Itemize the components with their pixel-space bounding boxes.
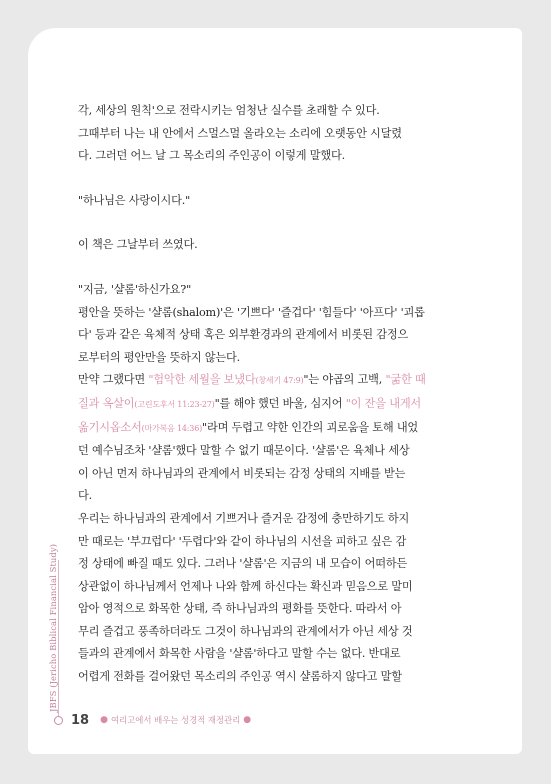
text-line: [78, 440, 458, 463]
text-span: 이 책은 그날부터 쓰였다.: [78, 238, 198, 252]
text-span: 로부터의 평안만을 뜻하지 않는다.: [78, 350, 240, 364]
text-span: 우리는 하나님과의 관계에서 기쁘거나 즐거운 감정에 충만하기도 하지: [78, 511, 410, 525]
text-span: 들과의 관계에서 화목한 사람을 '샬롬'하다고 말할 수는 없다. 반대로: [78, 647, 401, 661]
scripture-quote: "굶한 때: [385, 373, 426, 387]
text-line: [78, 666, 458, 689]
text-line: [78, 145, 458, 168]
text-span: 다.: [78, 489, 92, 503]
text-span: 각, 세상의 원칙'으로 전락시키는 엄청난 실수를 초래할 수 있다.: [78, 104, 380, 117]
text-line: [78, 123, 458, 146]
series-side-label: JBFS (Jericho Biblical Financial Study): [48, 543, 58, 712]
text-span: 이 아닌 먼저 하나님과의 관계에서 비롯되는 감정 상태의 지배를 받는: [78, 466, 406, 480]
scripture-quote: 질과 옥살이: [78, 396, 135, 410]
circle-marker-icon: [54, 716, 63, 725]
paragraph-gap: [78, 168, 458, 190]
text-line: [78, 508, 458, 531]
text-line: [78, 234, 458, 257]
text-span: "지금, '샬롬'하신가요?": [78, 282, 192, 296]
text-line: [78, 643, 458, 666]
text-span: "를 해야 했던 바울, 심지어: [214, 396, 346, 410]
scripture-reference: (창세기 47:9): [255, 376, 304, 386]
paragraph-gap: [78, 257, 458, 279]
text-line: [78, 347, 458, 370]
text-span: 어렵게 전화를 걸어왔던 목소리의 주인공 역시 샬롬하지 않다고 말할: [78, 670, 402, 684]
body-text: [78, 100, 458, 689]
quote-line: [78, 279, 458, 302]
text-line: [78, 324, 458, 347]
text-line: [78, 621, 458, 644]
text-line: [78, 369, 458, 393]
text-span: 다. 그러던 어느 날 그 목소리의 주인공이 이렇게 말했다.: [78, 149, 345, 163]
text-span: "는 야곱의 고백,: [303, 373, 386, 387]
text-span: 정 상태에 빠질 때도 있다. 그러나 '샬롬'은 지금의 내 모습이 어떠하든: [78, 557, 408, 571]
text-span: 암아 영적으로 화목한 상태, 즉 하나님과의 평화를 뜻한다. 따라서 아: [78, 602, 402, 616]
paragraph-gap: [78, 212, 458, 234]
text-line: [78, 531, 458, 554]
text-line: [78, 576, 458, 599]
text-span: 만 때로는 '부끄럽다' '두렵다'와 같이 하나님의 시선을 피하고 싶은 감: [78, 534, 407, 548]
text-line: [78, 417, 458, 441]
text-span: 다' 등과 같은 육체적 상태 혹은 외부환경과의 관계에서 비롯된 감정으: [78, 328, 409, 342]
scripture-quote: "이 잔을 내게서: [345, 396, 422, 410]
page-number: 18: [71, 712, 90, 728]
scripture-reference: (고린도후서 11:23-27): [134, 399, 215, 409]
text-line: [78, 485, 458, 508]
text-span: "하나님은 사랑이시다.": [78, 193, 191, 207]
margin-rule: [58, 560, 59, 716]
page-footer: [54, 711, 254, 729]
text-span: 던 예수님조차 '샬롬'했다 말할 수 없기 때문이다. '샬롬'은 육체나 세상: [78, 444, 410, 458]
scripture-reference: (마가복음 14:36): [141, 423, 203, 433]
text-line: [78, 393, 458, 417]
scripture-quote: "험악한 세월을 보냈다: [148, 373, 256, 387]
text-line: [78, 302, 458, 325]
text-line: [78, 553, 458, 576]
bullet-dot-icon: ●: [100, 715, 108, 725]
bullet-dot-icon: ●: [243, 715, 252, 725]
text-line: [78, 463, 458, 486]
running-title: 여리고에서 배우는 성경적 재정관리: [110, 715, 241, 725]
text-span: 만약 그랬다면: [78, 373, 149, 387]
scripture-quote: 옮기시옵소서: [78, 420, 142, 434]
text-span: 무리 즐겁고 풍족하더라도 그것이 하나님과의 관계에서가 아닌 세상 것: [78, 624, 413, 638]
text-span: 평안을 뜻하는 '샬롬(shalom)'은 '기쁘다' '즐겁다' '힘들다' '아프다' '괴롭: [78, 305, 425, 319]
text-span: 그때부터 나는 내 안에서 스멀스멀 올라오는 소리에 오랫동안 시달렸: [78, 126, 402, 140]
text-span: 상관없이 하나님께서 언제나 나와 함께 하신다는 확신과 믿음으로 말미: [78, 579, 413, 593]
text-line: [78, 598, 458, 621]
quote-line: [78, 190, 458, 213]
text-span: "라며 두렵고 약한 인간의 괴로움을 토해 내었: [202, 420, 419, 434]
text-line: [78, 100, 458, 123]
